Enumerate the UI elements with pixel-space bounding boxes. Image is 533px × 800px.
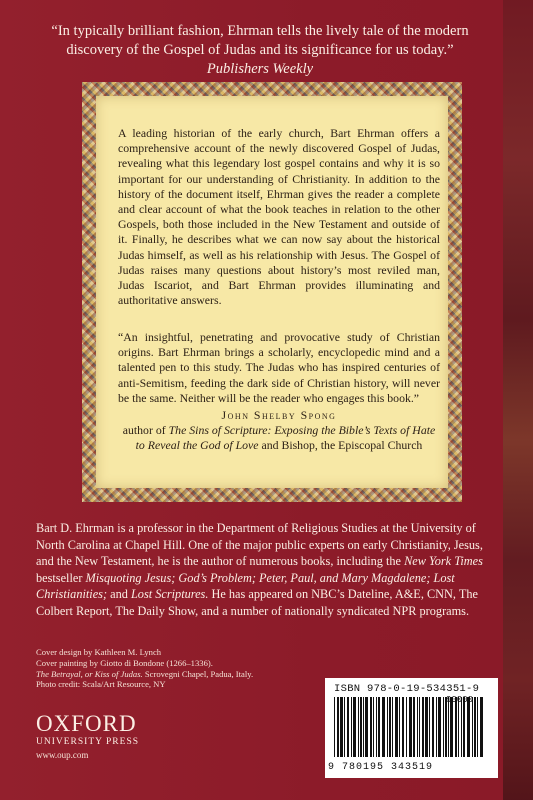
barcode-bar	[378, 697, 380, 757]
barcode-bar	[376, 697, 377, 757]
bio-part4: He has appeared on NBC’s Dateline, A&E, CNN, The Colbert Report, The Daily Show, and a number of nationally syndicated NPR programs.	[36, 587, 478, 618]
barcode-bar	[417, 697, 418, 757]
bio-nyt: New York Times	[404, 554, 483, 568]
top-quote-source: Publishers Weekly	[206, 61, 314, 77]
barcode-bar	[351, 697, 352, 757]
barcode-bar	[395, 697, 398, 757]
barcode-bar	[480, 697, 483, 757]
bio-part2: bestseller	[36, 570, 86, 585]
barcode-bar	[389, 697, 391, 757]
barcode-bar	[399, 697, 400, 757]
barcode-bar	[358, 697, 359, 757]
barcode-bar	[436, 697, 437, 757]
barcode-bar	[422, 697, 424, 757]
barcode-bar	[373, 697, 374, 757]
publisher-name: OXFORD	[36, 711, 137, 736]
barcode-bar	[340, 697, 343, 757]
praise-book-title: The Sins of Scripture: Exposing the Bible’s Texts of Hate to Reveal the God of Love	[135, 423, 436, 453]
praise-prefix: author of	[122, 423, 169, 438]
barcode-bar	[382, 697, 385, 757]
praise-suffix: and Bishop, the Episcopal Church	[258, 438, 423, 453]
barcode-bar	[370, 697, 372, 757]
barcode-bar	[443, 697, 444, 757]
bio-part3: and	[107, 587, 131, 601]
barcode-addon: 90000	[446, 695, 474, 705]
credit-painting-location: Scrovegni Chapel, Padua, Italy.	[142, 668, 254, 679]
barcode-bar	[467, 697, 470, 757]
credit-photo: Photo credit: Scala/Art Resource, NY	[36, 679, 166, 690]
barcode-bar	[360, 697, 362, 757]
barcode-bar	[455, 697, 457, 757]
barcode-bar	[363, 697, 364, 757]
barcode-bar	[463, 697, 465, 757]
painting-edge	[503, 0, 533, 800]
barcode-bar	[445, 697, 447, 757]
barcode-bar	[458, 697, 459, 757]
barcode-bar	[425, 697, 428, 757]
barcode-bar	[337, 697, 339, 757]
praise-attribution	[118, 408, 440, 454]
barcode-bar	[472, 697, 473, 757]
barcode-bar	[347, 697, 349, 757]
barcode-bar	[450, 697, 453, 757]
credit-painting-title: The Betrayal, or Kiss of Judas.	[36, 668, 143, 679]
publisher-press: UNIVERSITY PRESS	[36, 737, 140, 747]
barcode-bar	[344, 697, 345, 757]
barcode-bar	[474, 697, 476, 757]
praise-quote: “An insightful, penetrating and provocative study of Christian origins. Bart Ehrman brings a scholarly, encyclopedic mind and a talented pen to this study. The Judas who has inspired centuries of anti-Semitism, feeding the dark side of Christian history, will never be the same. Neither will be the reader who engages this book.”	[118, 330, 440, 405]
barcode-bar	[409, 697, 412, 757]
barcode-bar	[429, 697, 430, 757]
barcode-bar	[402, 697, 404, 757]
barcode-bar	[365, 697, 368, 757]
barcode-bar	[432, 697, 434, 757]
bio-part1: Bart D. Ehrman is a professor in the Department of Religious Studies at the University of North Carolina at Chapel Hill. One of the major public experts on early Christianity, Jesus, and the New Testament, he is the author of numerous books, including the	[36, 521, 483, 568]
praise-author-details	[118, 423, 440, 453]
bio-last-book: Lost Scriptures.	[130, 587, 209, 601]
publisher-logo	[36, 712, 196, 762]
cover-credits	[36, 647, 306, 690]
barcode-bar	[438, 697, 441, 757]
barcode-bar	[419, 697, 420, 757]
credit-design: Cover design by Kathleen M. Lynch	[36, 647, 162, 657]
barcode-bar	[448, 697, 449, 757]
credit-painting-detail	[36, 669, 306, 680]
isbn-label: ISBN 978-0-19-534351-9	[334, 683, 480, 695]
barcode-bar	[461, 697, 462, 757]
credit-painting: Cover painting by Giotto di Bondone (1266–1336).	[36, 657, 213, 668]
barcode-bar	[406, 697, 407, 757]
barcode-bars	[334, 697, 490, 765]
book-description: A leading historian of the early church, Bart Ehrman offers a comprehensive account of the newly discovered Gospel of Judas, revealing what this legendary lost gospel contains and why it is so important for our understanding of Christianity. In addition to the history of the document itself, Ehrman gives the reader a complete and clear account of what the book teaches in relation to the other Gospels, both those included in the New Testament and outside of it. Finally, he describes what we can now say about the historical Judas himself, as well as his relationship with Jesus. The Gospel of Judas raises many questions about history’s most reviled man, Judas Iscariot, and Bart Ehrman provides illuminating and authoritative answers.	[118, 126, 440, 308]
barcode-bar	[413, 697, 415, 757]
author-bio	[36, 520, 498, 619]
praise-author-name: John Shelby Spong	[221, 408, 337, 422]
barcode-bar	[477, 697, 478, 757]
barcode-bar	[392, 697, 393, 757]
barcode-bar	[334, 697, 335, 757]
barcode-bar	[353, 697, 356, 757]
publisher-url: www.oup.com	[36, 750, 89, 760]
top-quote	[40, 22, 480, 79]
top-quote-text: “In typically brilliant fashion, Ehrman tells the lively tale of the modern discovery of the Gospel of Judas and its significance for us today.”	[51, 23, 469, 58]
bio-books: Misquoting Jesus; God’s Problem; Peter, Paul, and Mary Magdalene; Lost Christianities;	[36, 570, 455, 601]
barcode-digits: 9 780195 343519	[328, 762, 434, 773]
barcode-bar	[387, 697, 388, 757]
